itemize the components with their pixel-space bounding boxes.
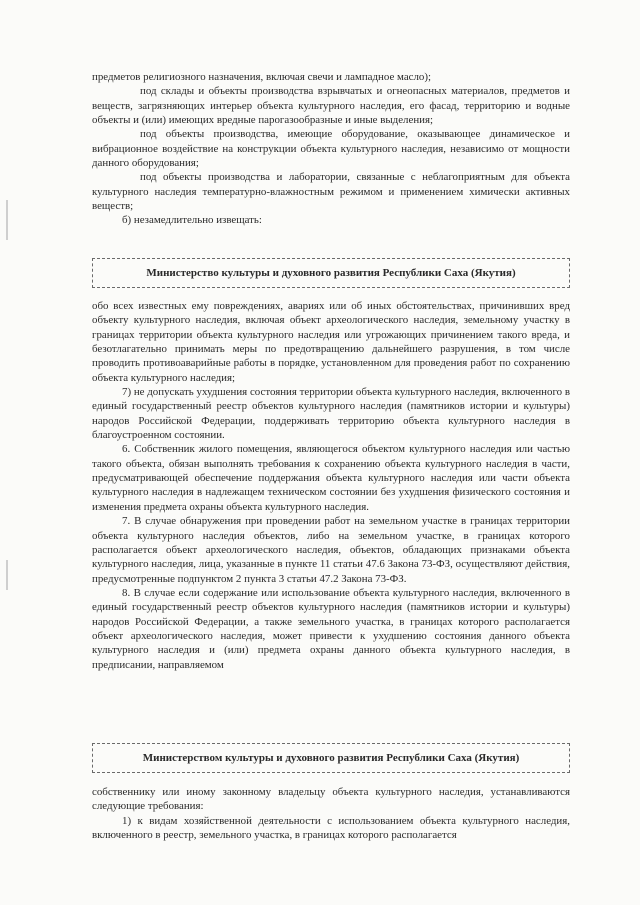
paragraph: собственнику или иному законному владельцу объекта культурного наследия, устанавливаются следующие требования: [92,786,570,813]
text-block-middle [92,299,570,672]
scan-margin-mark [6,560,8,590]
paragraph: 7. В случае обнаружения при проведении работ на земельном участке в границах территории объекта культурного наследия объектов, либо на земельном участке, в границах которого располагается объект археологического наследия, объектов, обладающих признаками объекта культурного наследия, лица, указанные в пункте 11 статьи 47.6 Закона 73-ФЗ, осуществляют действия, предусмотренные подпунктом 2 пункта 3 статьи 47.2 Закона 73-ФЗ. [92,515,570,585]
paragraph: предметов религиозного назначения, включая свечи и лампадное масло); [92,71,432,83]
ministry-banner: Министерство культуры и духовного развития Республики Саха (Якутия) [92,258,570,288]
paragraph: 8. В случае если содержание или использование объекта культурного наследия, включенного в единый государственный реестр объектов культурного наследия (памятников истории и культуры) народов Российской Федерации, а также земельного участка, в границах которого располагается объект археологического наследия, может привести к ухудшению состояния данного объекта культурного наследия и (или) предмета охраны данного объекта культурного наследия, в предписании, направляемом [92,586,570,671]
paragraph: 1) к видам хозяйственной деятельности с использованием объекта культурного наследия, включенного в реестр, земельного участка, в границах которого располагается [92,814,570,842]
paragraph: обо всех известных ему повреждениях, авариях или об иных обстоятельствах, причинивших вред объекту культурного наследия, включая объект археологического наследия, земельному участку в границах территории объекта культурного наследия или угрожающих причинением такого вреда, и безотлагательно принимать меры по предотвращению дальнейшего разрушения, в том числе проводить противоаварийные работы в порядке, установленном для проведения работ по сохранению объекта культурного наследия; [92,300,570,384]
scan-margin-mark [6,200,8,240]
paragraph: под склады и объекты производства взрывчатых и огнеопасных материалов, предметов и веществ, загрязняющих интерьер объекта культурного наследия, его фасад, территорию и водные объекты и (или) имеющих вредные парогазообразные и иные выделения; [92,85,570,127]
text-block-bottom [92,785,570,842]
paragraph: под объекты производства, имеющие оборудование, оказывающее динамическое и вибрационное воздействие на конструкции объекта культурного наследия, независимо от мощности данного оборудования; [92,128,570,170]
text-block-top [92,70,570,228]
paragraph: б) незамедлительно извещать: [122,214,262,227]
paragraph: под объекты производства и лаборатории, связанные с неблагоприятным для объекта культурного наследия температурно-влажностным режимом и применением химически активных веществ; [92,171,570,213]
paragraph: 7) не допускать ухудшения состояния территории объекта культурного наследия, включенного в единый государственный реестр объектов культурного наследия (памятников истории и культуры) народов Российской Федерации, поддерживать территорию объекта культурного наследия в благоустроенном состоянии. [92,386,570,442]
ministry-banner: Министерством культуры и духовного развития Республики Саха (Якутия) [92,743,570,773]
paragraph: 6. Собственник жилого помещения, являющегося объектом культурного наследия или частью такого объекта, обязан выполнять требования к сохранению объекта культурного наследия в части, предусматривающей обеспечение поддержания объекта культурного наследия или части объекта культурного наследия в надлежащем техническом состоянии без ухудшения физического состояния и изменения предмета охраны объекта культурного наследия. [92,443,570,513]
